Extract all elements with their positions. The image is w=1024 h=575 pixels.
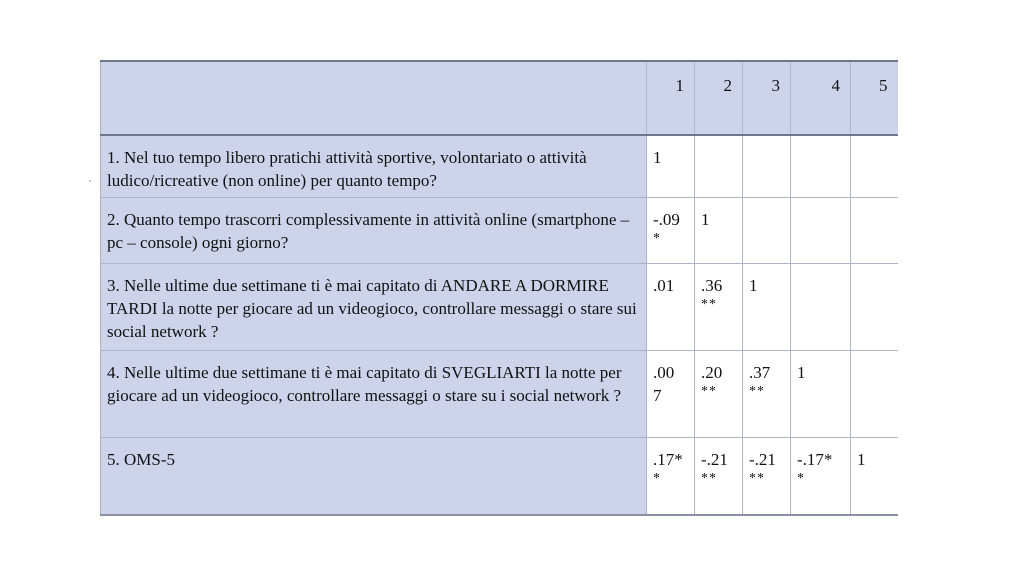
value-cell (851, 438, 898, 516)
value-cell (647, 135, 695, 198)
value-continued: 7 (653, 386, 662, 405)
value-cell (647, 264, 695, 351)
value-cell (695, 351, 743, 438)
value-cell (743, 351, 791, 438)
significance: * (653, 231, 661, 246)
significance: ** (701, 297, 717, 312)
value-cell (851, 351, 898, 438)
correlation-table (100, 60, 898, 516)
value: .01 (653, 276, 675, 295)
value: .00 (653, 363, 675, 382)
question-cell: 2. Quanto tempo trascorri complessivamente in attività online (smartphone – pc – console) ogni giorno? (101, 198, 647, 264)
table-row (101, 264, 898, 351)
question-cell: 4. Nelle ultime due settimane ti è mai capitato di SVEGLIARTI la notte per giocare ad un videogioco, controllare messaggi o stare su i social network ? (101, 351, 647, 438)
question-cell: 5. OMS-5 (101, 438, 647, 516)
significance: ** (701, 471, 717, 486)
value-cell (695, 264, 743, 351)
table-row (101, 135, 898, 198)
value: -.21 (701, 450, 728, 469)
value: 1 (701, 210, 710, 229)
value: 1 (653, 148, 662, 167)
value: 1 (749, 276, 758, 295)
value: 1 (857, 450, 866, 469)
value-cell (743, 135, 791, 198)
stray-mark (89, 180, 91, 182)
value: .36 (701, 276, 723, 295)
col-header: 1 (647, 61, 695, 135)
table-header-row (101, 61, 898, 135)
value-cell (851, 264, 898, 351)
col-header: 2 (695, 61, 743, 135)
header-question-cell (101, 61, 647, 135)
significance: * (653, 471, 661, 486)
value-cell (695, 198, 743, 264)
value-cell (851, 135, 898, 198)
value-cell (743, 438, 791, 516)
col-header: 5 (851, 61, 898, 135)
value-cell (647, 351, 695, 438)
value-cell (791, 198, 851, 264)
col-header: 4 (791, 61, 851, 135)
table-row (101, 438, 898, 516)
value-cell (791, 135, 851, 198)
value-cell (695, 135, 743, 198)
value: -.09 (653, 210, 680, 229)
significance: ** (749, 471, 765, 486)
value: -.21 (749, 450, 776, 469)
value: .37 (749, 363, 771, 382)
significance: * (797, 471, 805, 486)
value-cell (743, 198, 791, 264)
value: .17* (653, 450, 683, 469)
value-cell (851, 198, 898, 264)
value-cell (791, 264, 851, 351)
question-cell: 3. Nelle ultime due settimane ti è mai capitato di ANDARE A DORMIRE TARDI la notte per giocare ad un videogioco, controllare messaggi o stare sui social network ? (101, 264, 647, 351)
value: 1 (797, 363, 806, 382)
value-cell (695, 438, 743, 516)
value-cell (791, 438, 851, 516)
value-cell (791, 351, 851, 438)
col-header: 3 (743, 61, 791, 135)
value: -.17* (797, 450, 833, 469)
question-cell: 1. Nel tuo tempo libero pratichi attività sportive, volontariato o attività ludico/ricreative (non online) per quanto tempo? (101, 135, 647, 198)
significance: ** (749, 384, 765, 399)
significance: ** (701, 384, 717, 399)
value-cell (647, 438, 695, 516)
table-row (101, 351, 898, 438)
value: .20 (701, 363, 723, 382)
value-cell (647, 198, 695, 264)
value-cell (743, 264, 791, 351)
table-row (101, 198, 898, 264)
